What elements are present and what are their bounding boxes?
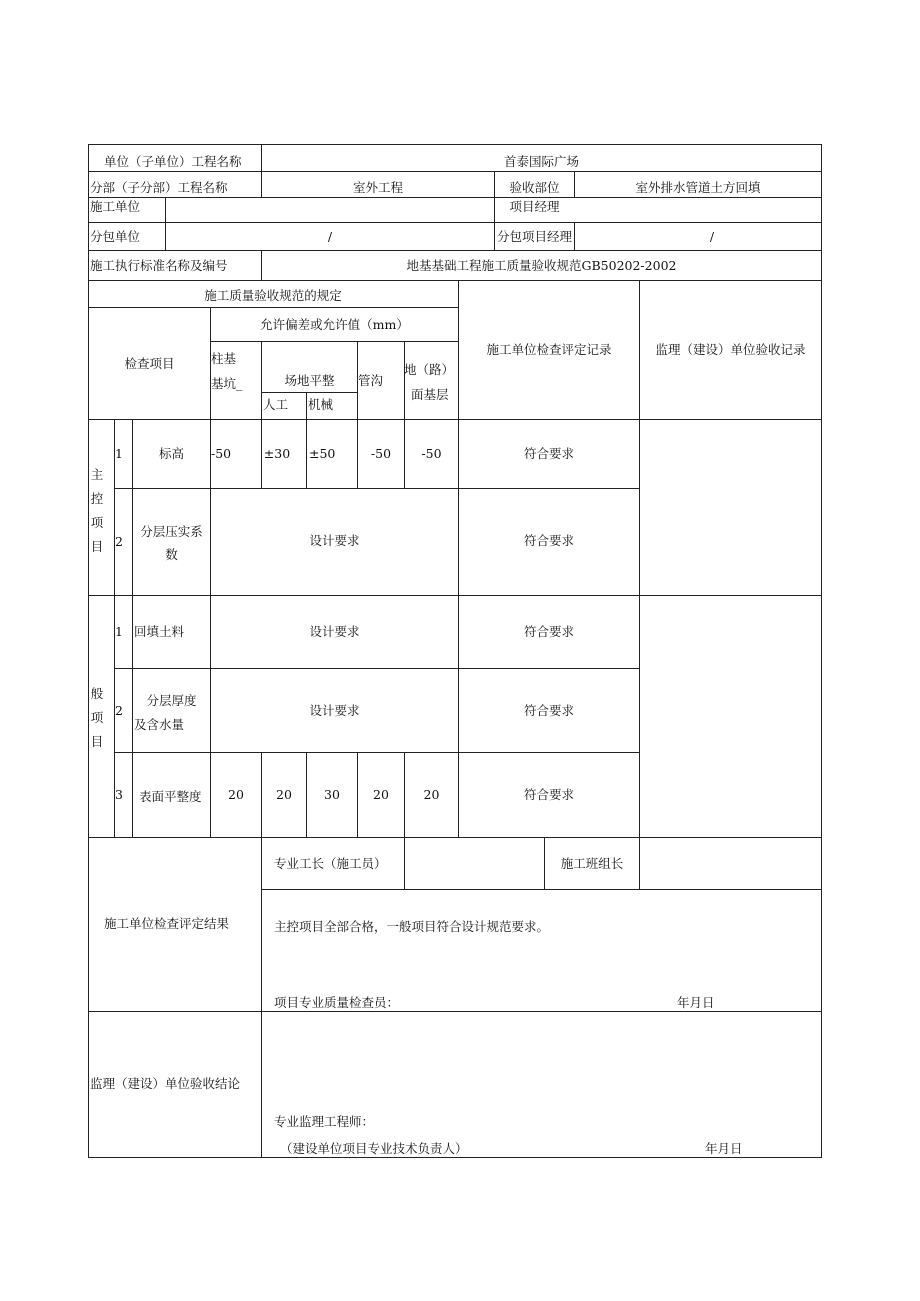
main-group-char-1: 主 xyxy=(90,467,104,482)
main-group-char-3: 项 xyxy=(90,515,104,530)
general-row-2-no: 2 xyxy=(115,703,123,718)
general-row-2-name-1: 分层厚度 xyxy=(146,693,197,708)
general-row-3-manual: 20 xyxy=(276,787,292,802)
general-row-3-pile: 20 xyxy=(228,787,244,802)
foreman-label: 专业工长（施工员） xyxy=(274,856,387,871)
team-leader-label: 施工班组长 xyxy=(560,856,624,871)
supervisor-record-head: 监理（建设）单位验收记录 xyxy=(655,342,806,357)
general-row-3-name: 表面平整度 xyxy=(139,789,202,804)
general-row-3-machine: 30 xyxy=(324,787,340,802)
main-row-2-merged: 设计要求 xyxy=(309,533,360,548)
result-label: 施工单位检查评定结果 xyxy=(104,916,230,931)
sub-pm-label: 分包项目经理 xyxy=(497,229,573,244)
general-row-1-merged: 设计要求 xyxy=(309,624,360,639)
engineer-label: 专业监理工程师： xyxy=(274,1114,375,1129)
acceptance-part-value: 室外排水管道土方回填 xyxy=(635,180,761,195)
main-row-1-manual: ±30 xyxy=(263,446,291,461)
general-row-2-name-2: 及含水量 xyxy=(134,717,185,732)
subcontractor-label: 分包单位 xyxy=(90,229,141,244)
general-row-1-record: 符合要求 xyxy=(523,624,574,639)
check-item-head: 检查项目 xyxy=(124,356,175,371)
contractor-record-head: 施工单位检查评定记录 xyxy=(486,342,612,357)
main-row-1-pipe: -50 xyxy=(370,446,392,461)
spec-rule-head: 施工质量验收规范的规定 xyxy=(204,288,342,303)
result-conclusion: 主控项目全部合格，一般项目符合设计规范要求。 xyxy=(274,919,550,934)
col-manual-head: 人工 xyxy=(263,397,289,412)
main-row-1-machine: ±50 xyxy=(309,446,336,461)
general-group-char-1: 般 xyxy=(90,686,104,701)
general-row-3-no: 3 xyxy=(115,787,123,802)
unit-project-value: 首泰国际广场 xyxy=(503,154,579,169)
result-date: 年月日 xyxy=(677,995,715,1010)
sub-project-value: 室外工程 xyxy=(352,180,403,195)
sub-pm-value: / xyxy=(709,229,715,244)
main-row-2-no: 2 xyxy=(115,534,123,549)
tolerance-head: 允许偏差或允许值（mm） xyxy=(260,317,409,332)
col-pipe-head: 管沟 xyxy=(358,373,384,388)
acceptance-part-label: 验收部位 xyxy=(509,180,560,195)
main-row-2-record: 符合要求 xyxy=(523,533,574,548)
subcontractor-value: / xyxy=(327,229,333,244)
standard-value: 地基基础工程施工质量验收规范GB50202-2002 xyxy=(406,258,677,273)
col-pile-head-1: 柱基 xyxy=(211,351,237,366)
general-row-2-record: 符合要求 xyxy=(523,703,574,718)
sub-project-label: 分部（子分部）工程名称 xyxy=(90,180,228,195)
col-pile-head-2: 基坑_ xyxy=(211,376,243,391)
inspector-label: 项目专业质量检查员： xyxy=(274,995,400,1010)
general-row-2-merged: 设计要求 xyxy=(309,703,360,718)
main-row-1-name: 标高 xyxy=(158,446,184,461)
main-group-char-2: 控 xyxy=(90,491,104,506)
general-row-1-no: 1 xyxy=(115,624,123,639)
main-row-1-record: 符合要求 xyxy=(523,446,574,461)
contractor-label: 施工单位 xyxy=(90,199,141,214)
general-row-3-ground: 20 xyxy=(423,787,440,802)
main-row-1-no: 1 xyxy=(115,446,123,461)
main-group-char-4: 目 xyxy=(90,539,104,554)
main-row-1-pile: -50 xyxy=(211,446,232,461)
col-site-head: 场地平整 xyxy=(284,373,335,388)
standard-label: 施工执行标准名称及编号 xyxy=(90,258,228,273)
general-row-3-record: 符合要求 xyxy=(523,787,574,802)
col-ground-head-1: 地（路） xyxy=(404,362,455,377)
main-row-2-name-1: 分层压实系 xyxy=(140,524,203,539)
col-ground-head-2: 面基层 xyxy=(411,387,449,402)
unit-project-label: 单位（子单位）工程名称 xyxy=(104,154,242,169)
supervision-label: 监理（建设）单位验收结论 xyxy=(90,1076,241,1091)
general-group-char-3: 目 xyxy=(90,734,104,749)
general-row-3-pipe: 20 xyxy=(373,787,389,802)
general-row-1-name: 回填土料 xyxy=(134,624,185,639)
general-group-char-2: 项 xyxy=(90,710,104,725)
owner-label: （建设单位项目专业技术负责人） xyxy=(280,1141,468,1156)
main-row-1-ground: -50 xyxy=(421,446,442,461)
col-machine-head: 机械 xyxy=(308,397,334,412)
project-manager-label: 项目经理 xyxy=(509,199,560,214)
main-row-2-name-2: 数 xyxy=(165,547,178,562)
supervision-date: 年月日 xyxy=(705,1141,743,1156)
